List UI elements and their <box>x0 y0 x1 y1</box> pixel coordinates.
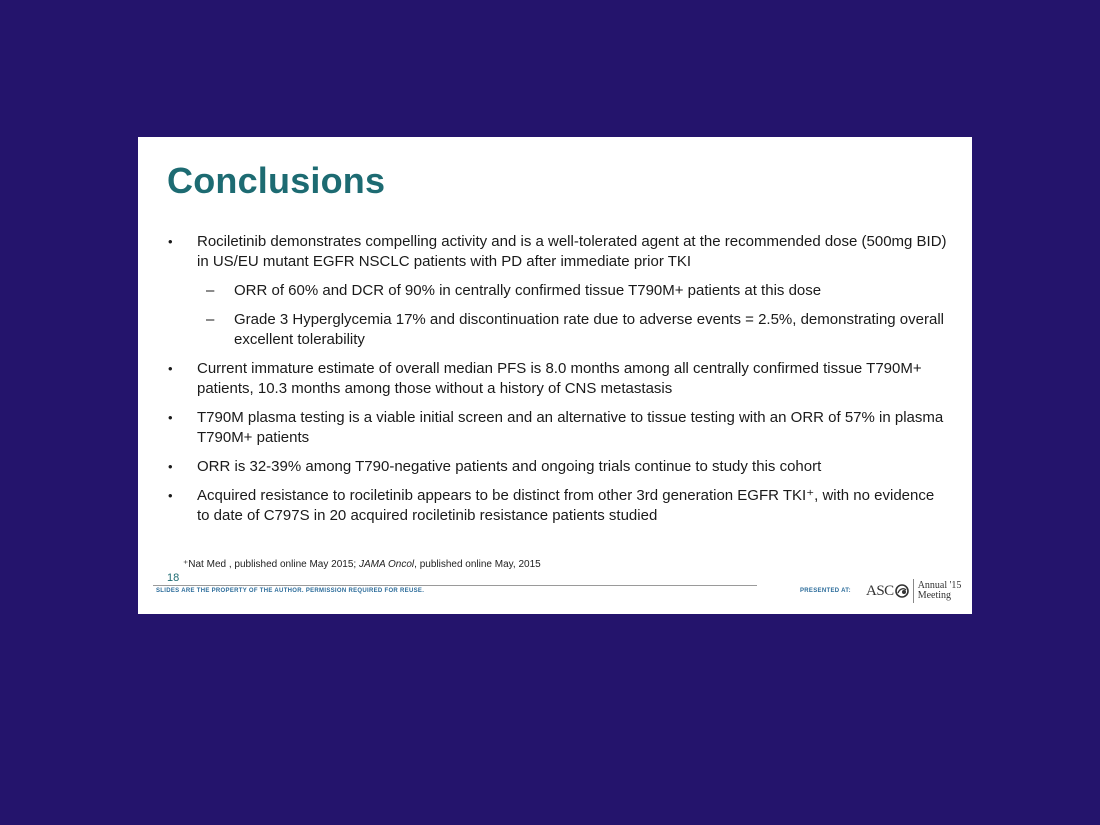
bullet-item <box>168 408 948 448</box>
bullet-text: ORR is 32-39% among T790-negative patients and ongoing trials continue to study this cohort <box>197 458 822 475</box>
sub-bullet-text: ORR of 60% and DCR of 90% in centrally confirmed tissue T790M+ patients at this dose <box>234 282 822 299</box>
bullet-marker: • <box>168 234 173 249</box>
bullet-marker: • <box>168 361 173 376</box>
logo-divider <box>913 579 914 603</box>
bullet-text: Current immature estimate of overall median PFS is 8.0 months among all centrally confirmed tissue T790M+ patients, 10.3 months among those without a history of CNS metastasis <box>197 360 922 397</box>
bullet-item <box>168 232 948 272</box>
footnote-part2: , published online May, 2015 <box>414 559 541 570</box>
bullet-text: Acquired resistance to rociletinib appears to be distinct from other 3rd generation EGFR TKI⁺, with no evidence to date of C797S in 20 acquired rociletinib resistance patients studied <box>197 487 935 524</box>
annual-meeting-line1: Annual '15 <box>917 580 962 591</box>
page-number: 18 <box>167 572 180 584</box>
dash-marker: – <box>206 311 215 328</box>
asco-swirl-icon <box>895 584 909 598</box>
asco-logo-text: ASC <box>866 582 894 599</box>
sub-bullet-item <box>168 281 948 301</box>
bullet-item <box>168 486 948 526</box>
asco-logo <box>866 578 961 604</box>
sub-bullet-item <box>168 310 948 350</box>
bullet-item <box>168 359 948 399</box>
footnote-journal: JAMA Oncol <box>358 559 415 570</box>
footnote-part1: ⁺Nat Med , published online May 2015; <box>183 559 359 570</box>
dash-marker: – <box>206 282 215 299</box>
annual-meeting-line2: Meeting <box>917 590 952 601</box>
bullet-text: T790M plasma testing is a viable initial screen and an alternative to tissue testing with an ORR of 57% in plasma T790M+ patients <box>197 409 944 446</box>
bullet-item <box>168 457 948 477</box>
bullet-list <box>168 232 948 535</box>
bullet-text: Rociletinib demonstrates compelling activity and is a well-tolerated agent at the recommended dose (500mg BID) in US/EU mutant EGFR NSCLC patients with PD after immediate prior TKI <box>197 233 947 270</box>
bullet-marker: • <box>168 488 173 503</box>
presented-at-label: PRESENTED AT: <box>800 588 851 594</box>
annual-meeting-label <box>918 581 962 601</box>
footer-disclaimer: SLIDES ARE THE PROPERTY OF THE AUTHOR. PERMISSION REQUIRED FOR REUSE. <box>156 588 425 594</box>
bullet-marker: • <box>168 459 173 474</box>
footer-divider <box>153 585 757 586</box>
footnote <box>183 559 541 570</box>
sub-bullet-text: Grade 3 Hyperglycemia 17% and discontinuation rate due to adverse events = 2.5%, demonstrating overall excellent tolerability <box>234 311 944 348</box>
bullet-marker: • <box>168 410 173 425</box>
slide-title: Conclusions <box>167 160 386 201</box>
slide <box>138 137 972 614</box>
